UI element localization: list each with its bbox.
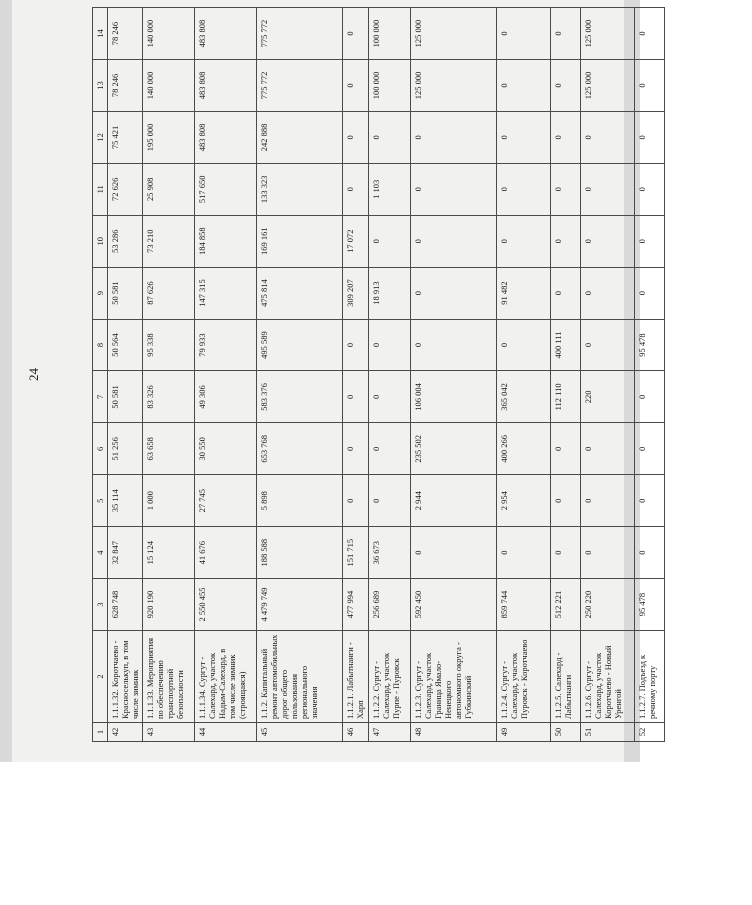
value-cell: 365 042 (497, 371, 551, 423)
value-cell: 125 000 (411, 8, 497, 60)
value-cell: 169 161 (257, 215, 343, 267)
value-cell: 30 550 (195, 423, 257, 475)
value-cell: 0 (551, 60, 581, 112)
value-cell: 125 000 (581, 60, 635, 112)
value-cell: 0 (581, 475, 635, 527)
value-cell: 51 256 (108, 423, 143, 475)
value-cell: 49 306 (195, 371, 257, 423)
row-number-cell: 50 (551, 723, 581, 742)
value-cell: 250 220 (581, 579, 635, 631)
row-number-cell: 47 (369, 723, 411, 742)
value-cell: 0 (411, 527, 497, 579)
table-row (581, 8, 635, 742)
value-cell: 75 421 (108, 111, 143, 163)
value-cell: 0 (343, 60, 369, 112)
value-cell: 0 (369, 371, 411, 423)
value-cell: 36 673 (369, 527, 411, 579)
value-cell: 0 (343, 111, 369, 163)
value-cell: 73 210 (143, 215, 195, 267)
table-row (108, 8, 143, 742)
table-row (411, 8, 497, 742)
value-cell: 2 944 (411, 475, 497, 527)
value-cell: 0 (551, 215, 581, 267)
value-cell: 78 246 (108, 8, 143, 60)
row-number-cell: 46 (343, 723, 369, 742)
header-cell: 5 (93, 475, 108, 527)
item-name-cell: 1.1.1.32. Коротчаево - Красноселькуп, в том числе зимник (108, 631, 143, 723)
value-cell: 628 748 (108, 579, 143, 631)
value-cell: 106 004 (411, 371, 497, 423)
value-cell: 0 (581, 163, 635, 215)
table-row (143, 8, 195, 742)
value-cell: 775 772 (257, 8, 343, 60)
value-cell: 63 658 (143, 423, 195, 475)
value-cell: 859 744 (497, 579, 551, 631)
value-cell: 400 111 (551, 319, 581, 371)
value-cell: 0 (551, 163, 581, 215)
value-cell: 188 588 (257, 527, 343, 579)
value-cell: 35 114 (108, 475, 143, 527)
header-cell: 3 (93, 579, 108, 631)
header-cell: 7 (93, 371, 108, 423)
item-name-cell: 1.1.2.2. Сургут - Салехард, участок Пурпе - Пуровск (369, 631, 411, 723)
value-cell: 0 (369, 475, 411, 527)
value-cell: 184 858 (195, 215, 257, 267)
header-cell: 14 (93, 8, 108, 60)
value-cell: 0 (369, 423, 411, 475)
value-cell: 0 (581, 527, 635, 579)
value-cell: 0 (497, 111, 551, 163)
value-cell: 0 (581, 319, 635, 371)
value-cell: 5 898 (257, 475, 343, 527)
value-cell: 0 (551, 475, 581, 527)
value-cell: 2 550 455 (195, 579, 257, 631)
item-name-cell: 1.1.1.34. Сургут - Салехард, участок Надым-Салехард, в том числе зимник (строящаяся) (195, 631, 257, 723)
item-name-cell: 1.1.2. Капитальный ремонт автомобильных дорог общего пользования регионального значения (257, 631, 343, 723)
value-cell: 256 689 (369, 579, 411, 631)
value-cell: 0 (551, 8, 581, 60)
value-cell: 0 (497, 60, 551, 112)
value-cell: 0 (635, 527, 665, 579)
value-cell: 920 190 (143, 579, 195, 631)
value-cell: 53 286 (108, 215, 143, 267)
value-cell: 512 221 (551, 579, 581, 631)
value-cell: 87 626 (143, 267, 195, 319)
value-cell: 0 (635, 163, 665, 215)
value-cell: 220 (581, 371, 635, 423)
item-name-cell: 1.1.2.4. Сургут - Салехард, участок Пуровск - Коротчаево (497, 631, 551, 723)
header-cell: 4 (93, 527, 108, 579)
value-cell: 1 103 (369, 163, 411, 215)
value-cell: 140 000 (143, 8, 195, 60)
value-cell: 147 315 (195, 267, 257, 319)
value-cell: 27 745 (195, 475, 257, 527)
value-cell: 151 715 (343, 527, 369, 579)
value-cell: 0 (635, 475, 665, 527)
value-cell: 0 (343, 423, 369, 475)
value-cell: 0 (411, 319, 497, 371)
header-cell: 1 (93, 723, 108, 742)
value-cell: 0 (369, 319, 411, 371)
value-cell: 95 478 (635, 319, 665, 371)
table-row (195, 8, 257, 742)
value-cell: 0 (411, 111, 497, 163)
header-cell: 12 (93, 111, 108, 163)
value-cell: 0 (551, 111, 581, 163)
item-name-cell: 1.1.2.6. Сургут - Салехард, участок Коротчаево - Новый Уренгой (581, 631, 635, 723)
value-cell: 125 000 (581, 8, 635, 60)
value-cell: 41 676 (195, 527, 257, 579)
value-cell: 0 (369, 215, 411, 267)
value-cell: 0 (551, 267, 581, 319)
value-cell: 0 (551, 527, 581, 579)
value-cell: 0 (411, 163, 497, 215)
row-number-cell: 42 (108, 723, 143, 742)
value-cell: 235 502 (411, 423, 497, 475)
value-cell: 0 (497, 8, 551, 60)
value-cell: 50 564 (108, 319, 143, 371)
value-cell: 0 (551, 423, 581, 475)
value-cell: 15 124 (143, 527, 195, 579)
value-cell: 0 (635, 111, 665, 163)
table-row (497, 8, 551, 742)
item-name-cell: 1.1.1.33. Мероприятия по обеспечению транспортной безопасности (143, 631, 195, 723)
value-cell: 0 (369, 111, 411, 163)
value-cell: 0 (343, 319, 369, 371)
value-cell: 17 072 (343, 215, 369, 267)
table-row (635, 8, 665, 742)
value-cell: 483 808 (195, 111, 257, 163)
value-cell: 100 000 (369, 8, 411, 60)
table-row (343, 8, 369, 742)
table-row (257, 8, 343, 742)
value-cell: 242 888 (257, 111, 343, 163)
value-cell: 1 000 (143, 475, 195, 527)
value-cell: 2 954 (497, 475, 551, 527)
value-cell: 18 913 (369, 267, 411, 319)
value-cell: 50 581 (108, 267, 143, 319)
rotated-content (26, 7, 752, 742)
value-cell: 95 338 (143, 319, 195, 371)
header-cell: 9 (93, 267, 108, 319)
value-cell: 4 479 749 (257, 579, 343, 631)
value-cell: 583 376 (257, 371, 343, 423)
value-cell: 309 207 (343, 267, 369, 319)
value-cell: 0 (411, 215, 497, 267)
value-cell: 0 (497, 527, 551, 579)
value-cell: 0 (343, 163, 369, 215)
header-cell: 2 (93, 631, 108, 723)
row-number-cell: 51 (581, 723, 635, 742)
row-number-cell: 43 (143, 723, 195, 742)
value-cell: 83 326 (143, 371, 195, 423)
item-name-cell: 1.1.2.1. Лабытнанги - Харп (343, 631, 369, 723)
value-cell: 25 908 (143, 163, 195, 215)
value-cell: 32 847 (108, 527, 143, 579)
header-cell: 6 (93, 423, 108, 475)
value-cell: 0 (635, 215, 665, 267)
header-cell: 10 (93, 215, 108, 267)
value-cell: 50 581 (108, 371, 143, 423)
item-name-cell: 1.1.2.5. Салехард - Лабытнанги (551, 631, 581, 723)
value-cell: 775 772 (257, 60, 343, 112)
row-number-cell: 48 (411, 723, 497, 742)
value-cell: 0 (497, 163, 551, 215)
value-cell: 0 (635, 267, 665, 319)
value-cell: 95 478 (635, 579, 665, 631)
header-row (93, 8, 108, 742)
row-number-cell: 49 (497, 723, 551, 742)
value-cell: 0 (581, 267, 635, 319)
value-cell: 0 (635, 60, 665, 112)
value-cell: 0 (581, 111, 635, 163)
page-number: 24 (26, 368, 41, 381)
value-cell: 477 994 (343, 579, 369, 631)
value-cell: 592 450 (411, 579, 497, 631)
value-cell: 0 (343, 8, 369, 60)
table-row (369, 8, 411, 742)
row-number-cell: 45 (257, 723, 343, 742)
value-cell: 517 650 (195, 163, 257, 215)
value-cell: 0 (635, 423, 665, 475)
value-cell: 133 323 (257, 163, 343, 215)
budget-table (92, 7, 665, 742)
value-cell: 0 (635, 8, 665, 60)
value-cell: 0 (581, 423, 635, 475)
value-cell: 195 000 (143, 111, 195, 163)
value-cell: 495 589 (257, 319, 343, 371)
scan-shadow-left (0, 0, 12, 762)
header-cell: 13 (93, 60, 108, 112)
value-cell: 653 768 (257, 423, 343, 475)
header-cell: 8 (93, 319, 108, 371)
value-cell: 0 (343, 371, 369, 423)
value-cell: 112 110 (551, 371, 581, 423)
value-cell: 0 (581, 215, 635, 267)
value-cell: 72 626 (108, 163, 143, 215)
item-name-cell: 1.1.2.3. Сургут - Салехард, участок Граница Ямало-Ненецкого автономного округа - Губкинский (411, 631, 497, 723)
value-cell: 125 000 (411, 60, 497, 112)
value-cell: 483 808 (195, 60, 257, 112)
item-name-cell: 1.1.2.7. Подъезд к речному порту (635, 631, 665, 723)
row-number-cell: 52 (635, 723, 665, 742)
value-cell: 0 (343, 475, 369, 527)
header-cell: 11 (93, 163, 108, 215)
value-cell: 140 000 (143, 60, 195, 112)
value-cell: 475 814 (257, 267, 343, 319)
value-cell: 78 246 (108, 60, 143, 112)
table-row (551, 8, 581, 742)
value-cell: 0 (497, 215, 551, 267)
row-number-cell: 44 (195, 723, 257, 742)
value-cell: 79 933 (195, 319, 257, 371)
value-cell: 0 (635, 371, 665, 423)
value-cell: 0 (411, 267, 497, 319)
value-cell: 400 266 (497, 423, 551, 475)
value-cell: 483 808 (195, 8, 257, 60)
value-cell: 100 000 (369, 60, 411, 112)
value-cell: 91 482 (497, 267, 551, 319)
value-cell: 0 (497, 319, 551, 371)
